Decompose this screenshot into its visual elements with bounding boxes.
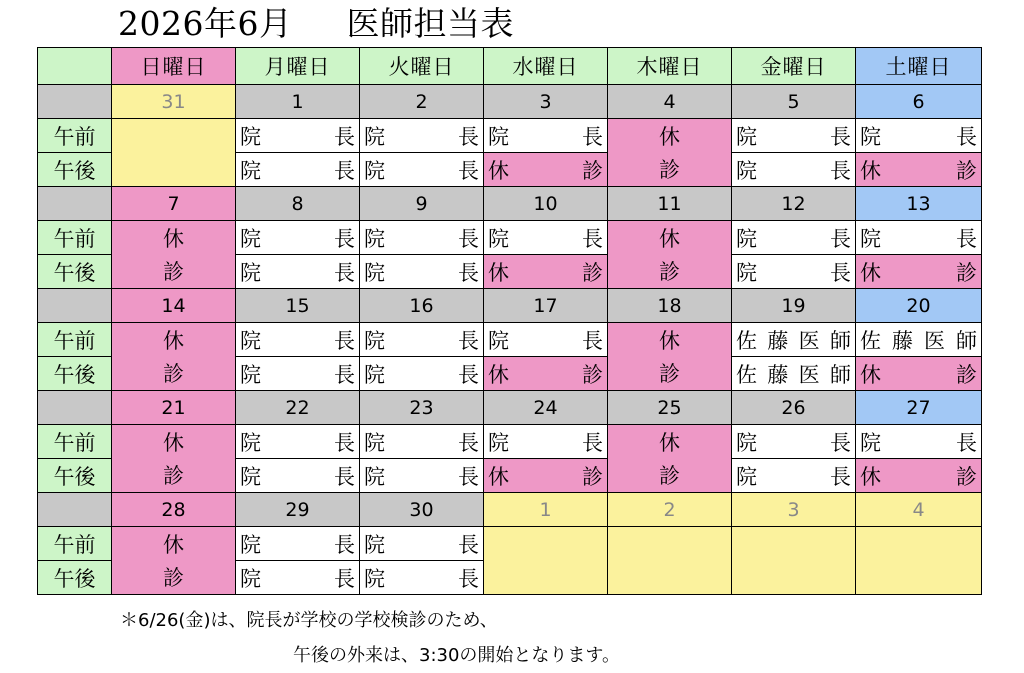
pm-shift-cell	[731, 356, 856, 391]
pm-shift-cell	[235, 254, 360, 289]
date-cell: 17	[483, 288, 608, 323]
footnote-2: 午後の外来は、3:30の開始となります。	[293, 645, 620, 666]
cell-char: 院	[364, 464, 385, 489]
am-shift-cell	[731, 118, 856, 153]
cell-char: 長	[458, 430, 479, 455]
date-cell: 5	[731, 84, 856, 119]
empty-slot	[483, 526, 608, 595]
date-cell: 30	[359, 492, 484, 527]
cell-char: 診	[582, 260, 603, 285]
closed-day-cell	[607, 220, 732, 289]
pm-shift-cell	[855, 152, 982, 187]
am-label: 午前	[37, 424, 112, 459]
weekday-header: 土曜日	[855, 47, 982, 85]
am-label: 午前	[37, 322, 112, 357]
pm-shift-cell	[855, 458, 982, 493]
cell-char: 院	[860, 124, 881, 149]
am-shift-cell	[235, 424, 360, 459]
date-cell: 10	[483, 186, 608, 221]
cell-char: 長	[334, 124, 355, 149]
cell-char: 休	[488, 464, 509, 489]
date-cell: 20	[855, 288, 982, 323]
cell-char: 院	[364, 260, 385, 285]
cell-char: 診	[582, 464, 603, 489]
cell-char: 師	[829, 328, 851, 353]
cell-char: 長	[830, 430, 851, 455]
header-corner	[37, 47, 112, 85]
closed-char: 休	[659, 124, 680, 149]
am-shift-cell	[483, 424, 608, 459]
cell-char: 院	[240, 226, 261, 251]
pm-shift-cell	[359, 356, 484, 391]
cell-char: 長	[458, 566, 479, 591]
weekday-header: 日曜日	[111, 47, 236, 85]
date-row-label	[37, 390, 112, 425]
date-cell: 1	[483, 492, 608, 527]
date-cell: 22	[235, 390, 360, 425]
pm-shift-cell	[855, 254, 982, 289]
cell-char: 師	[956, 328, 977, 353]
closed-char: 休	[659, 328, 680, 353]
cell-char: 院	[488, 430, 509, 455]
pm-shift-cell	[483, 458, 608, 493]
pm-shift-cell	[359, 560, 484, 595]
cell-char: 長	[458, 532, 479, 557]
weekday-header: 木曜日	[607, 47, 732, 85]
pm-shift-cell	[359, 152, 484, 187]
date-cell: 23	[359, 390, 484, 425]
date-row-label	[37, 492, 112, 527]
schedule-table	[37, 47, 981, 597]
cell-char: 長	[582, 430, 603, 455]
title-year-month: 2026年6月	[118, 4, 293, 43]
empty-slot	[855, 526, 982, 595]
pm-shift-cell	[235, 560, 360, 595]
cell-char: 院	[860, 430, 881, 455]
date-cell: 4	[607, 84, 732, 119]
closed-char: 診	[163, 260, 184, 285]
pm-shift-cell	[483, 356, 608, 391]
date-cell: 14	[111, 288, 236, 323]
am-shift-cell	[731, 424, 856, 459]
cell-char: 長	[334, 260, 355, 285]
pm-shift-cell	[235, 152, 360, 187]
cell-char: 院	[736, 430, 757, 455]
cell-char: 院	[736, 158, 757, 183]
cell-char: 院	[364, 124, 385, 149]
closed-day-cell	[607, 118, 732, 187]
am-shift-cell	[359, 220, 484, 255]
pm-label: 午後	[37, 458, 112, 493]
cell-char: 長	[458, 124, 479, 149]
empty-slot	[731, 526, 856, 595]
cell-char: 長	[582, 328, 603, 353]
cell-char: 院	[364, 566, 385, 591]
date-cell: 29	[235, 492, 360, 527]
closed-char: 診	[163, 362, 184, 387]
am-shift-cell	[359, 118, 484, 153]
am-shift-cell	[359, 424, 484, 459]
date-row-label	[37, 186, 112, 221]
cell-char: 院	[240, 362, 261, 387]
pm-shift-cell	[235, 458, 360, 493]
cell-char: 長	[458, 328, 479, 353]
cell-char: 診	[956, 260, 977, 285]
cell-char: 長	[334, 328, 355, 353]
cell-char: 院	[736, 260, 757, 285]
pm-shift-cell	[731, 458, 856, 493]
cell-char: 長	[830, 124, 851, 149]
am-label: 午前	[37, 220, 112, 255]
cell-char: 長	[334, 566, 355, 591]
pm-label: 午後	[37, 356, 112, 391]
cell-char: 長	[334, 430, 355, 455]
cell-char: 師	[829, 362, 851, 387]
am-shift-cell	[359, 526, 484, 561]
closed-char: 診	[659, 362, 680, 387]
cell-char: 長	[956, 430, 977, 455]
cell-char: 院	[364, 430, 385, 455]
closed-char: 診	[659, 260, 680, 285]
pm-shift-cell	[483, 152, 608, 187]
cell-char: 診	[956, 158, 977, 183]
cell-char: 長	[956, 124, 977, 149]
cell-char: 佐	[860, 328, 881, 353]
cell-char: 長	[956, 226, 977, 251]
cell-char: 休	[860, 464, 881, 489]
cell-char: 院	[364, 328, 385, 353]
closed-day-cell	[607, 424, 732, 493]
footnote-1: ＊6/26(金)は、院長が学校の学校検診のため、	[120, 610, 498, 631]
cell-char: 医	[924, 328, 945, 353]
pm-shift-cell	[855, 356, 982, 391]
closed-char: 診	[163, 566, 184, 591]
weekday-header: 月曜日	[235, 47, 360, 85]
weekday-header: 水曜日	[483, 47, 608, 85]
cell-char: 長	[582, 226, 603, 251]
cell-char: 長	[458, 464, 479, 489]
page-title	[118, 4, 514, 44]
cell-char: 院	[736, 124, 757, 149]
cell-char: 診	[582, 362, 603, 387]
cell-char: 休	[488, 260, 509, 285]
am-shift-cell	[855, 424, 982, 459]
cell-char: 休	[860, 260, 881, 285]
cell-char: 院	[364, 158, 385, 183]
date-cell: 18	[607, 288, 732, 323]
cell-char: 長	[334, 158, 355, 183]
am-shift-cell	[855, 118, 982, 153]
cell-char: 長	[334, 464, 355, 489]
cell-char: 院	[488, 124, 509, 149]
date-row-label	[37, 288, 112, 323]
cell-char: 院	[240, 158, 261, 183]
closed-day-cell	[111, 526, 236, 595]
cell-char: 藤	[892, 328, 913, 353]
date-cell: 1	[235, 84, 360, 119]
title-name: 医師担当表	[346, 4, 514, 43]
cell-char: 休	[488, 158, 509, 183]
cell-char: 長	[830, 260, 851, 285]
date-cell: 11	[607, 186, 732, 221]
weekday-header: 金曜日	[731, 47, 856, 85]
date-cell: 16	[359, 288, 484, 323]
empty-slot	[111, 118, 236, 187]
am-shift-cell	[235, 526, 360, 561]
am-shift-cell	[235, 118, 360, 153]
cell-char: 診	[956, 464, 977, 489]
cell-char: 院	[364, 226, 385, 251]
cell-char: 長	[582, 124, 603, 149]
cell-char: 長	[458, 362, 479, 387]
cell-char: 休	[860, 158, 881, 183]
cell-char: 院	[488, 328, 509, 353]
cell-char: 休	[488, 362, 509, 387]
date-cell: 24	[483, 390, 608, 425]
cell-char: 長	[334, 226, 355, 251]
date-cell: 31	[111, 84, 236, 119]
cell-char: 長	[458, 226, 479, 251]
cell-char: 医	[798, 362, 820, 387]
date-cell: 8	[235, 186, 360, 221]
cell-char: 休	[860, 362, 881, 387]
closed-day-cell	[111, 322, 236, 391]
cell-char: 長	[830, 464, 851, 489]
pm-shift-cell	[235, 356, 360, 391]
am-shift-cell	[483, 220, 608, 255]
cell-char: 院	[860, 226, 881, 251]
date-cell: 28	[111, 492, 236, 527]
date-cell: 13	[855, 186, 982, 221]
pm-shift-cell	[359, 458, 484, 493]
cell-char: 院	[240, 464, 261, 489]
am-label: 午前	[37, 526, 112, 561]
closed-char: 休	[163, 226, 184, 251]
date-row-label	[37, 84, 112, 119]
pm-label: 午後	[37, 254, 112, 289]
am-shift-cell	[235, 322, 360, 357]
cell-char: 長	[458, 260, 479, 285]
cell-char: 院	[736, 226, 757, 251]
closed-char: 休	[659, 226, 680, 251]
closed-day-cell	[111, 424, 236, 493]
am-label: 午前	[37, 118, 112, 153]
cell-char: 医	[798, 328, 820, 353]
date-cell: 7	[111, 186, 236, 221]
date-cell: 12	[731, 186, 856, 221]
cell-char: 佐	[736, 328, 757, 353]
am-shift-cell	[483, 118, 608, 153]
date-cell: 26	[731, 390, 856, 425]
cell-char: 佐	[736, 362, 757, 387]
closed-char: 診	[659, 158, 680, 183]
date-cell: 2	[359, 84, 484, 119]
date-cell: 2	[607, 492, 732, 527]
date-cell: 25	[607, 390, 732, 425]
am-shift-cell	[235, 220, 360, 255]
closed-day-cell	[607, 322, 732, 391]
cell-char: 院	[364, 362, 385, 387]
am-shift-cell	[359, 322, 484, 357]
cell-char: 長	[334, 362, 355, 387]
am-shift-cell	[855, 322, 982, 357]
am-shift-cell	[731, 322, 856, 357]
date-cell: 21	[111, 390, 236, 425]
closed-char: 休	[659, 430, 680, 455]
closed-char: 診	[659, 464, 680, 489]
cell-char: 藤	[767, 362, 789, 387]
closed-char: 休	[163, 532, 184, 557]
cell-char: 院	[364, 532, 385, 557]
cell-char: 長	[458, 158, 479, 183]
cell-char: 診	[582, 158, 603, 183]
date-cell: 3	[483, 84, 608, 119]
date-cell: 15	[235, 288, 360, 323]
closed-day-cell	[111, 220, 236, 289]
am-shift-cell	[731, 220, 856, 255]
date-cell: 6	[855, 84, 982, 119]
pm-shift-cell	[731, 254, 856, 289]
am-shift-cell	[483, 322, 608, 357]
cell-char: 院	[240, 260, 261, 285]
cell-char: 院	[488, 226, 509, 251]
closed-char: 休	[163, 328, 184, 353]
cell-char: 院	[240, 430, 261, 455]
closed-char: 休	[163, 430, 184, 455]
date-cell: 27	[855, 390, 982, 425]
cell-char: 長	[830, 158, 851, 183]
date-cell: 4	[855, 492, 982, 527]
pm-shift-cell	[359, 254, 484, 289]
closed-char: 診	[163, 464, 184, 489]
cell-char: 院	[240, 328, 261, 353]
date-cell: 19	[731, 288, 856, 323]
cell-char: 院	[240, 532, 261, 557]
cell-char: 診	[956, 362, 977, 387]
date-cell: 3	[731, 492, 856, 527]
cell-char: 院	[736, 464, 757, 489]
weekday-header: 火曜日	[359, 47, 484, 85]
empty-slot	[607, 526, 732, 595]
pm-label: 午後	[37, 152, 112, 187]
cell-char: 長	[334, 532, 355, 557]
pm-shift-cell	[731, 152, 856, 187]
cell-char: 藤	[767, 328, 789, 353]
pm-label: 午後	[37, 560, 112, 595]
cell-char: 院	[240, 124, 261, 149]
date-cell: 9	[359, 186, 484, 221]
cell-char: 院	[240, 566, 261, 591]
am-shift-cell	[855, 220, 982, 255]
pm-shift-cell	[483, 254, 608, 289]
cell-char: 長	[830, 226, 851, 251]
